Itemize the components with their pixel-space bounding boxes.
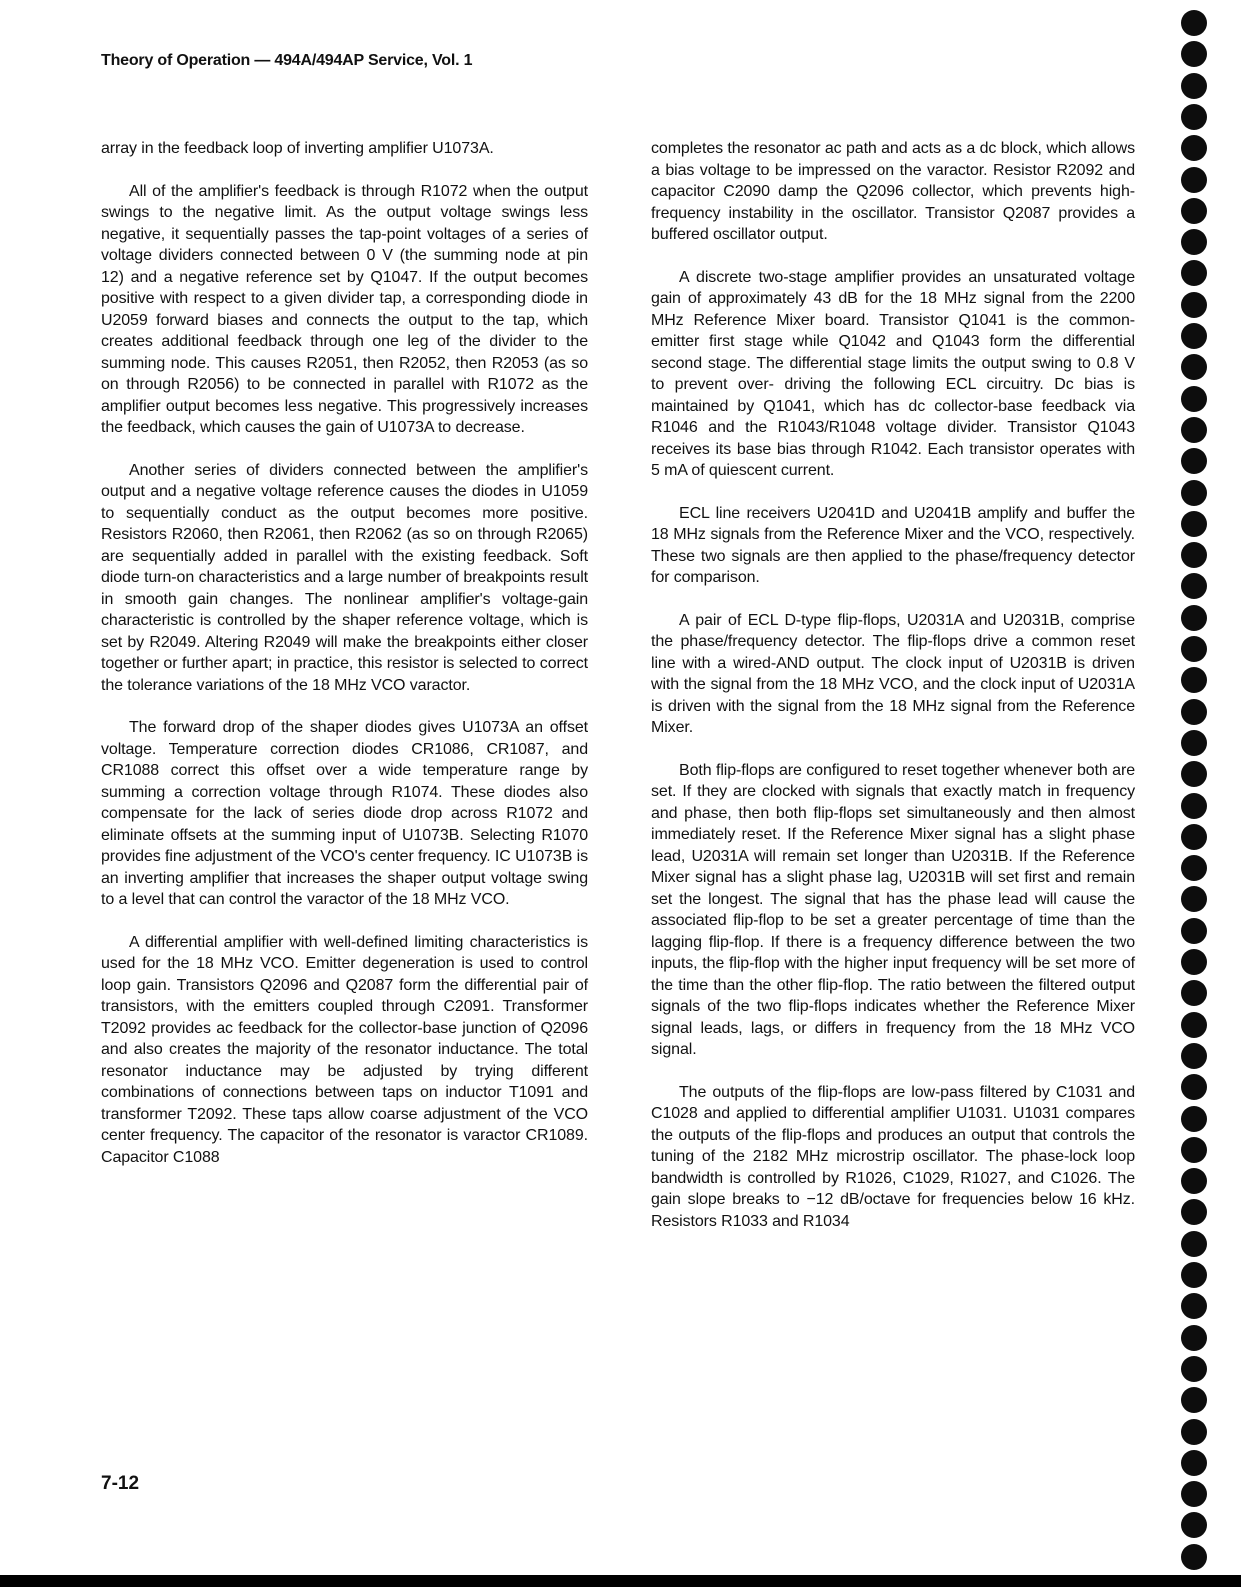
binder-hole	[1181, 448, 1207, 474]
left-paragraph-1: array in the feedback loop of inverting amplifier U1073A.	[101, 140, 494, 157]
binder-hole	[1181, 386, 1207, 412]
binder-hole	[1181, 104, 1207, 130]
binder-hole	[1181, 1325, 1207, 1351]
binder-hole	[1181, 886, 1207, 912]
binder-hole	[1181, 292, 1207, 318]
scan-edge-bar	[0, 1575, 1241, 1587]
binder-hole	[1181, 511, 1207, 537]
binder-hole	[1181, 1074, 1207, 1100]
binder-holes	[1181, 0, 1207, 1587]
binder-hole	[1181, 793, 1207, 819]
page-number: 7-12	[101, 1473, 140, 1494]
binder-hole	[1181, 480, 1207, 506]
right-paragraph-2: A discrete two-stage amplifier provides an unsaturated voltage gain of approximately 43 dB for the 18 MHz signal from the 2200 MHz Reference Mixer board. Transistor Q1041 is the common-emitter first stage while Q1042 and Q1043 form the differential second stage. The differential stage limits the output swing to 0.8 V to prevent over- driving the following ECL circuitry. Dc bias is maintained by Q1041, which has dc collector-base feedback via R1046 and the R1043/R1048 voltage divider. Transistor Q1043 receives its base bias through R1042. Each transistor operates with 5 mA of quiescent current.	[651, 268, 1135, 479]
binder-hole	[1181, 1419, 1207, 1445]
binder-hole	[1181, 1231, 1207, 1257]
binder-hole	[1181, 167, 1207, 193]
binder-hole	[1181, 229, 1207, 255]
binder-hole	[1181, 1544, 1207, 1570]
binder-hole	[1181, 1012, 1207, 1038]
binder-hole	[1181, 980, 1207, 1006]
binder-hole	[1181, 1106, 1207, 1132]
left-paragraph-4: The forward drop of the shaper diodes gives U1073A an offset voltage. Temperature correction diodes CR1086, CR1087, and CR1088 correct this offset over a wide temperature range by summing a correction voltage through R1074. These diodes also compensate for the lack of series diode drop across R1072 and eliminate offsets at the summing input of U1073B. Selecting R1070 provides fine adjustment of the VCO's center frequency. IC U1073B is an inverting amplifier that increases the shaper output voltage swing to a level that can control the varactor of the 18 MHz VCO.	[101, 719, 588, 908]
page-header: Theory of Operation — 494A/494AP Service, Vol. 1	[101, 52, 473, 69]
binder-hole	[1181, 636, 1207, 662]
binder-hole	[1181, 542, 1207, 568]
binder-hole	[1181, 417, 1207, 443]
binder-hole	[1181, 1262, 1207, 1288]
binder-hole	[1181, 135, 1207, 161]
binder-hole	[1181, 323, 1207, 349]
binder-hole	[1181, 260, 1207, 286]
binder-hole	[1181, 918, 1207, 944]
binder-hole	[1181, 1137, 1207, 1163]
binder-hole	[1181, 1043, 1207, 1069]
binder-hole	[1181, 41, 1207, 67]
binder-hole	[1181, 1356, 1207, 1382]
right-column	[651, 138, 1135, 1253]
left-paragraph-2: All of the amplifier's feedback is through R1072 when the output swings to the negative limit. As the output voltage swings less negative, it sequentially passes the tap-point voltages of a series of voltage dividers connected between 0 V (the summing node at pin 12) and a negative reference set by Q1047. If the output becomes positive with respect to a given divider tap, a corresponding diode in U2059 forward biases and connects the output to the tap, which creates additional feedback through one leg of the divider to the summing node. This causes R2051, then R2052, then R2053 (as so on through R2056) to be connected in parallel with R1072 as the amplifier output becomes less negative. This progressively increases the feedback, which causes the gain of U1073A to decrease.	[101, 182, 588, 436]
binder-hole	[1181, 10, 1207, 36]
binder-hole	[1181, 1512, 1207, 1538]
left-paragraph-5: A differential amplifier with well-defined limiting characteristics is used for the 18 MHz VCO. Emitter degeneration is used to control loop gain. Transistors Q2096 and Q2087 form the differential pair of transistors, with the emitters coupled through C2091. Transformer T2092 provides ac feedback for the collector-base junction of Q2096 and also creates the majority of the resonator inductance. The total resonator inductance may be adjusted by trying different combinations of connections between taps on inductor T1091 and transformer T2092. These taps allow coarse adjustment of the VCO center frequency. The capacitor of the resonator is varactor CR1089. Capacitor C1088	[101, 933, 588, 1166]
left-column	[101, 138, 588, 1189]
binder-hole	[1181, 73, 1207, 99]
binder-hole	[1181, 855, 1207, 881]
binder-hole	[1181, 1387, 1207, 1413]
right-paragraph-3: ECL line receivers U2041D and U2041B amplify and buffer the 18 MHz signals from the Reference Mixer and the VCO, respectively. These two signals are then applied to the phase/frequency detector for comparison.	[651, 504, 1135, 586]
binder-hole	[1181, 667, 1207, 693]
right-paragraph-1: completes the resonator ac path and acts as a dc block, which allows a bias voltage to be impressed on the varactor. Resistor R2092 and capacitor C2090 damp the Q2096 collector, which prevents high-frequency instability in the oscillator. Transistor Q2087 provides a buffered oscillator output.	[651, 140, 1135, 243]
binder-hole	[1181, 824, 1207, 850]
binder-hole	[1181, 1481, 1207, 1507]
right-paragraph-4: A pair of ECL D-type flip-flops, U2031A and U2031B, comprise the phase/frequency detector. The flip-flops drive a common reset line with a wired-AND output. The clock input of U2031B is driven with the signal from the 18 MHz VCO, and the clock input of U2031A is driven with the signal from the 18 MHz signal from the Reference Mixer.	[651, 611, 1135, 736]
binder-hole	[1181, 198, 1207, 224]
left-paragraph-3: Another series of dividers connected between the amplifier's output and a negative voltage reference causes the diodes in U1059 to sequentially conduct as the output becomes more positive. Resistors R2060, then R2061, then R2062 (as so on through R2065) are sequentially added in parallel with the existing feedback. Soft diode turn-on characteristics and a large number of breakpoints result in smooth gain changes. The nonlinear amplifier's voltage-gain characteristic is controlled by the shaper reference voltage, which is set by R2049. Altering R2049 will make the breakpoints either closer together or further apart; in practice, this resistor is selected to correct the tolerance variations of the 18 MHz VCO varactor.	[101, 461, 588, 694]
binder-hole	[1181, 354, 1207, 380]
binder-hole	[1181, 1199, 1207, 1225]
right-paragraph-6: The outputs of the flip-flops are low-pass filtered by C1031 and C1028 and applied to differential amplifier U1031. U1031 compares the outputs of the flip-flops and produces an output that controls the tuning of the 2182 MHz microstrip oscillator. The phase-lock loop bandwidth is controlled by R1026, C1029, R1027, and C1026. The gain slope breaks to −12 dB/octave for frequencies below 16 kHz. Resistors R1033 and R1034	[651, 1083, 1135, 1230]
binder-hole	[1181, 730, 1207, 756]
binder-hole	[1181, 699, 1207, 725]
binder-hole	[1181, 1168, 1207, 1194]
binder-hole	[1181, 1450, 1207, 1476]
binder-hole	[1181, 1293, 1207, 1319]
binder-hole	[1181, 573, 1207, 599]
binder-hole	[1181, 949, 1207, 975]
right-paragraph-5: Both flip-flops are configured to reset together whenever both are set. If they are clocked with signals that exactly match in frequency and phase, then both flip-flops set simultaneously and then almost immediately reset. If the Reference Mixer signal has a slight phase lead, U2031A will remain set longer than U2031B. If the Reference Mixer signal has a slight phase lag, U2031B will set first and remain set the longest. The signal that has the phase lead will cause the associated flip-flop to be set a greater percentage of time than the lagging flip-flop. If there is a frequency difference between the two inputs, the flip-flop with the higher input frequency will be set more of the time than the other flip-flop. The ratio between the filtered output signals of the two flip-flops indicates whether the Reference Mixer signal leads, lags, or differs in frequency from the 18 MHz VCO signal.	[651, 761, 1135, 1058]
binder-hole	[1181, 605, 1207, 631]
binder-hole	[1181, 761, 1207, 787]
